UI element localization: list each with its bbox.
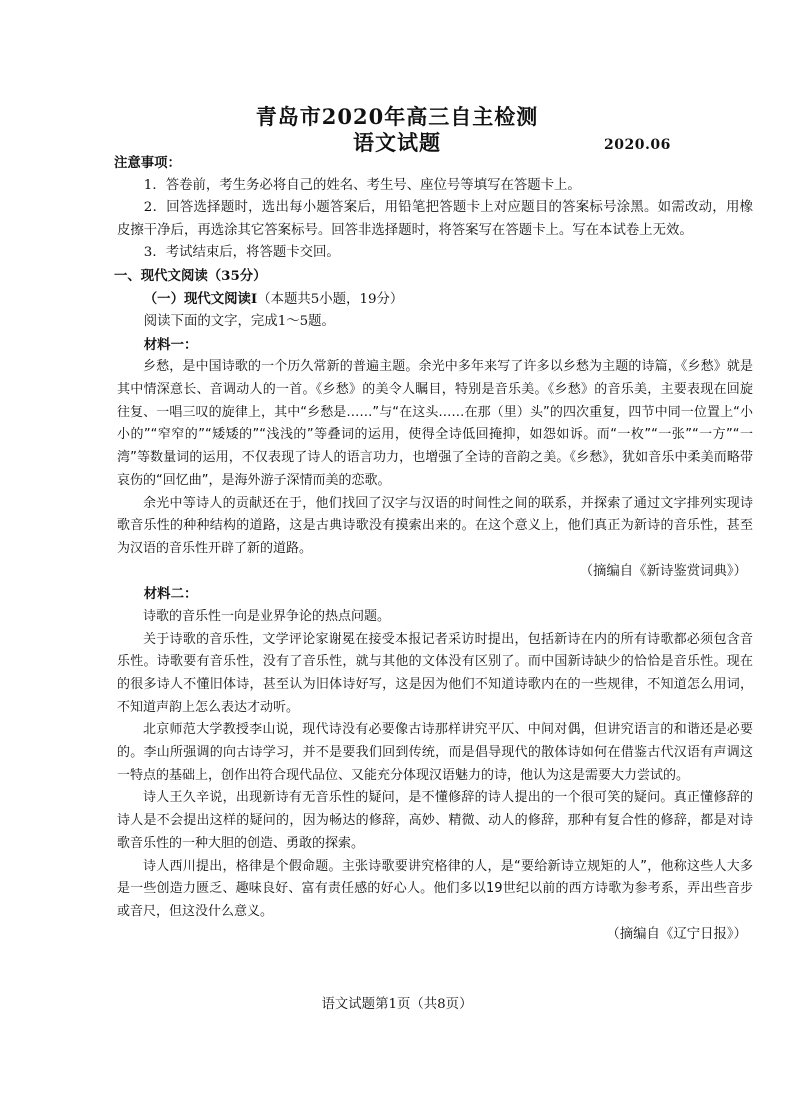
notice-item-3: 3．考试结束后，将答题卡交回。 [143,245,340,261]
material-two-paragraph: 关于诗歌的音乐性，文学评论家谢冕在接受本报记者采访时提出，包括新诗在内的所有诗歌都必须包含音乐性。诗歌要有音乐性，没有了音乐性，就与其他的文体没有区别了。而中国新诗缺少的恰恰是音乐性。现在的很多诗人不懂旧体诗，甚至认为旧体诗好写，这是因为他们不知道诗歌内在的一些规律，不知道怎么用词，不知道声韵上怎么表达才动听。 [117,631,753,715]
exam-body [114,152,753,946]
material-one-paragraph: 乡愁，是中国诗歌的一个历久常新的普遍主题。余光中多年来写了许多以乡愁为主题的诗篇，《乡愁》就是其中情深意长、音调动人的一首。《乡愁》的美令人瞩目，特别是音乐美。《乡愁》的音乐美，主要表现在回旋往复、一唱三叹的旋律上，其中“乡愁是……”与“在这头……在那（里）头”的四次重复，四节中同一位置上“小小的”“窄窄的”“矮矮的”“浅浅的”等叠词的运用，使得全诗低回掩抑，如怨如诉。而“一枚”“一张”“一方”“一湾”等数量词的运用，不仅表现了诗人的语言功力，也增强了全诗的音韵之美。《乡愁》，犹如音乐中柔美而略带哀伤的“回忆曲”，是海外游子深情而美的恋歌。 [117,359,753,488]
exam-title: 青岛市2020年高三自主检测 [255,104,539,129]
material-one-content [117,356,753,560]
exam-header [0,104,794,156]
exam-subject: 语文试题 [353,130,441,155]
section-title: 一、现代文阅读（35分） [114,267,267,284]
subsection-name: （一）现代文阅读Ⅰ [143,290,258,307]
material-two-paragraph: 诗人王久辛说，出现新诗有无音乐性的疑问，是不懂修辞的诗人提出的一个很可笑的疑问。真正懂修辞的诗人是不会提出这样的疑问的，因为畅达的修辞，高妙、精微、动人的修辞，那种有复合性的修辞，都是对诗歌音乐性的一种大胆的创造、勇敢的探索。 [117,790,753,851]
material-two-source: （摘编自《辽宁日报》） [606,926,747,942]
notice-item-2: 2．回答选择题时，选出每小题答案后，用铅笔把答题卡上对应题目的答案标号涂黑。如需改动，用橡皮擦干净后，再选涂其它答案标号。回答非选择题时，将答案写在答题卡上。写在本试卷上无效。 [117,200,753,238]
page-footer: 语文试题第1页（共8页） [321,997,473,1012]
material-one-source: （摘编自《新诗鉴赏词典》） [579,563,747,579]
material-two-paragraph: 北京师范大学教授李山说，现代诗没有必要像古诗那样讲究平仄、中间对偶，但讲究语言的和谐还是必要的。李山所强调的向古诗学习，并不是要我们回到传统，而是倡导现代的散体诗如何在借鉴古代汉语有声调这一特点的基础上，创作出符合现代品位、又能充分体现汉语魅力的诗，他认为这是需要大力尝试的。 [117,722,753,783]
material-two-content [117,606,753,924]
notice-item-1: 1．答卷前，考生务必将自己的姓名、考生号、座位号等填写在答题卡上。 [143,177,581,193]
material-two-label: 材料二： [143,586,198,603]
material-two-paragraph: 诗歌的音乐性一向是业界争论的热点问题。 [143,608,391,624]
reading-instruction: 阅读下面的文字，完成1～5题。 [143,314,335,330]
notice-heading: 注意事项： [114,155,181,171]
material-one-paragraph: 余光中等诗人的贡献还在于，他们找回了汉字与汉语的时间性之间的联系，并探索了通过文字排列实现诗歌音乐性的种种结构的道路，这是古典诗歌没有摸索出来的。在这个意义上，他们真正为新诗的音乐性，甚至为汉语的音乐性开辟了新的道路。 [117,495,753,556]
subsection-note: （本题共5小题，19分） [257,291,404,307]
exam-date: 2020.06 [604,137,671,153]
subsection-title [117,288,753,312]
material-one-label: 材料一： [143,336,198,353]
material-two-paragraph: 诗人西川提出，格律是个假命题。主张诗歌要讲究格律的人，是“要给新诗立规矩的人”，他称这些人大多是一些创造力匮乏、趣味良好、富有责任感的好心人。他们多以19世纪以前的西方诗歌为参考系，弄出些音步或音尺，但这没什么意义。 [117,858,753,919]
